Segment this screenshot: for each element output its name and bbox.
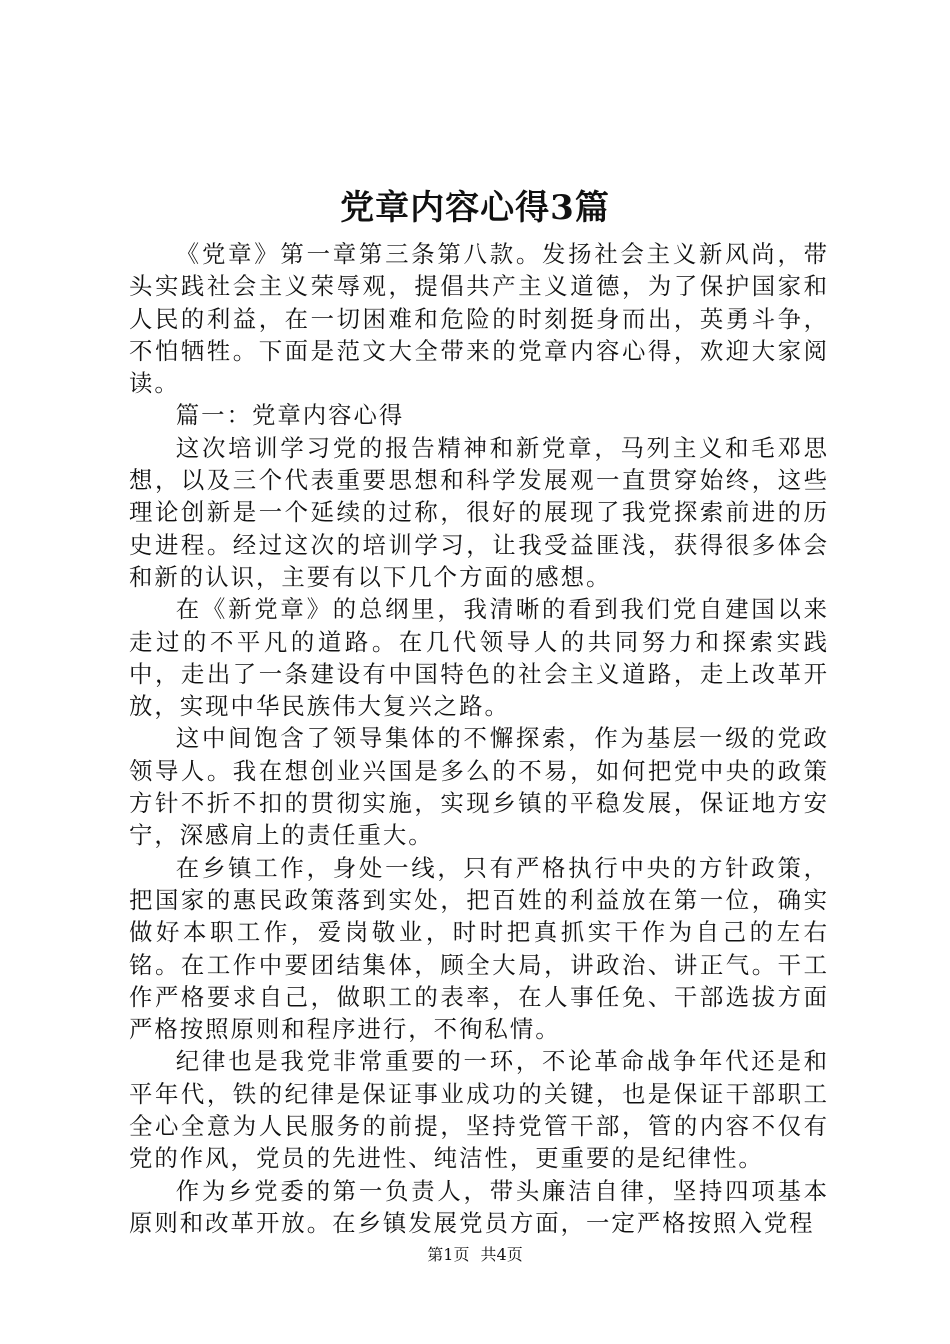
paragraph: 纪律也是我党非常重要的一环，不论革命战争年代还是和平年代，铁的纪律是保证事业成功的关键，也是保证干部职工全心全意为人民服务的前提，坚持党管干部，管的内容不仅有党的作风，党员的先进性、纯洁性，更重要的是纪律性。 [129,1047,829,1173]
paragraph: 在乡镇工作，身处一线，只有严格执行中央的方针政策，把国家的惠民政策落到实处，把百姓的利益放在第一位，确实做好本职工作，爱岗敬业，时时把真抓实干作为自己的左右铭。在工作中要团结集体，顾全大局，讲政治、讲正气。干工作严格要求自己，做职工的表率，在人事任免、干部选拔方面严格按照原则和程序进行，不徇私情。 [129,853,829,1044]
section-heading: 篇一：党章内容心得 [175,401,405,430]
paragraph: 这中间饱含了领导集体的不懈探索，作为基层一级的党政领导人。我在想创业兴国是多么的不易，如何把党中央的政策方针不折不扣的贯彻实施，实现乡镇的平稳发展，保证地方安宁，深感肩上的责任重大。 [129,724,829,850]
document-body [129,238,829,1239]
page-number-current: 第1页 [427,1245,470,1264]
paragraph: 这次培训学习党的报告精神和新党章，马列主义和毛邓思想，以及三个代表重要思想和科学发展观一直贯穿始终，这些理论创新是一个延续的过称，很好的展现了我党探索前进的历史进程。经过这次的培训学习，让我受益匪浅，获得很多体会和新的认识，主要有以下几个方面的感想。 [129,433,829,591]
paragraph: 在《新党章》的总纲里，我清晰的看到我们党自建国以来走过的不平凡的道路。在几代领导人的共同努力和探索实践中，走出了一条建设有中国特色的社会主义道路，走上改革开放，实现中华民族伟大复兴之路。 [129,595,829,721]
paragraph: 作为乡党委的第一负责人，带头廉洁自律，坚持四项基本原则和改革开放。在乡镇发展党员方面，一定严格按照入党程 [129,1176,829,1237]
paragraph-intro: 《党章》第一章第三条第八款。发扬社会主义新风尚，带头实践社会主义荣辱观，提倡共产主义道德，为了保护国家和人民的利益，在一切困难和危险的时刻挺身而出，英勇斗争，不怕牺牲。下面是范文大全带来的党章内容心得，欢迎大家阅读。 [129,240,829,398]
page-footer [0,1244,950,1266]
document-title: 党章内容心得3篇 [340,188,610,228]
page-number-total: 共4页 [480,1245,523,1264]
